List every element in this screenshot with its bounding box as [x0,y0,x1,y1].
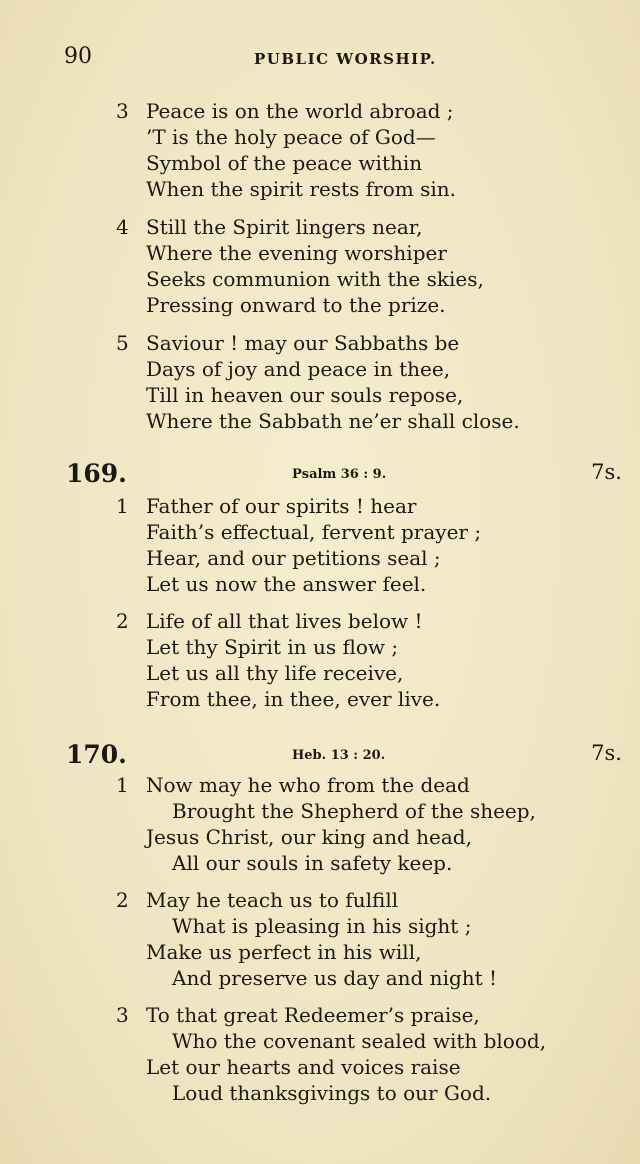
stanza-number: 3 [116,99,129,123]
verse-line: And preserve us day and night ! [172,966,498,990]
verse-line: Let thy Spirit in us flow ; [146,635,399,659]
stanza-number: 3 [116,1003,129,1027]
stanza-number: 5 [116,331,129,355]
stanza-lines [146,214,484,318]
page-header [64,44,584,74]
verse-line: Now may he who from the dead [146,773,470,797]
verse-line: Hear, and our petitions seal ; [146,546,441,570]
stanza-number: 4 [116,215,129,239]
hymn-meter: 7s. [591,741,622,765]
verse-line: ’T is the holy peace of God— [146,125,436,149]
verse-line: Father of our spirits ! hear [146,494,417,518]
verse-line: Peace is on the world abroad ; [146,99,454,123]
verse-line: Brought the Shepherd of the sheep, [172,799,536,823]
verse-line: Make us perfect in his will, [146,940,422,964]
hymn-heading [66,459,622,489]
verse-line: What is pleasing in his sight ; [172,914,472,938]
stanza-number: 2 [116,888,129,912]
verse-line: Saviour ! may our Sabbaths be [146,331,460,355]
verse-line: Let us all thy life receive, [146,661,404,685]
scripture-reference: Psalm 36 : 9. [292,467,387,482]
verse-line: From thee, in thee, ever live. [146,687,441,711]
stanza-number: 2 [116,609,129,633]
verse-line: Till in heaven our souls repose, [146,383,464,407]
stanza-number: 1 [116,773,129,797]
page-number: 90 [64,44,92,69]
verse-line: To that great Redeemer’s praise, [146,1003,480,1027]
stanza-lines [146,98,456,202]
verse-line: Where the Sabbath ne’er shall close. [146,409,520,433]
hymn-meter: 7s. [591,460,622,484]
stanza-lines [146,772,536,876]
verse-line: Seeks communion with the skies, [146,267,484,291]
stanza-lines [146,887,497,991]
verse-line: All our souls in safety keep. [172,851,453,875]
hymn-number: 170. [66,740,127,769]
verse-line: Let our hearts and voices raise [146,1055,461,1079]
verse-line: Life of all that lives below ! [146,609,423,633]
stanza-lines [146,330,520,434]
verse-line: Symbol of the peace within [146,151,423,175]
verse-line: May he teach us to fulfill [146,888,399,912]
verse-line: Who the covenant sealed with blood, [172,1029,547,1053]
stanza-number: 1 [116,494,129,518]
verse-line: Loud thanksgivings to our God. [172,1081,492,1105]
verse-line: Pressing onward to the prize. [146,293,446,317]
verse-line: Let us now the answer feel. [146,572,427,596]
verse-line: Jesus Christ, our king and head, [146,825,472,849]
hymn-number: 169. [66,459,127,488]
stanza-lines [146,608,440,712]
stanza-lines [146,493,481,597]
stanza-lines [146,1002,546,1106]
verse-line: Faith’s effectual, fervent prayer ; [146,520,482,544]
verse-line: When the spirit rests from sin. [146,177,456,201]
running-head: PUBLIC WORSHIP. [254,50,437,68]
scripture-reference: Heb. 13 : 20. [292,748,386,763]
verse-line: Days of joy and peace in thee, [146,357,451,381]
verse-line: Where the evening worshiper [146,241,447,265]
verse-line: Still the Spirit lingers near, [146,215,423,239]
hymn-heading [66,740,622,770]
